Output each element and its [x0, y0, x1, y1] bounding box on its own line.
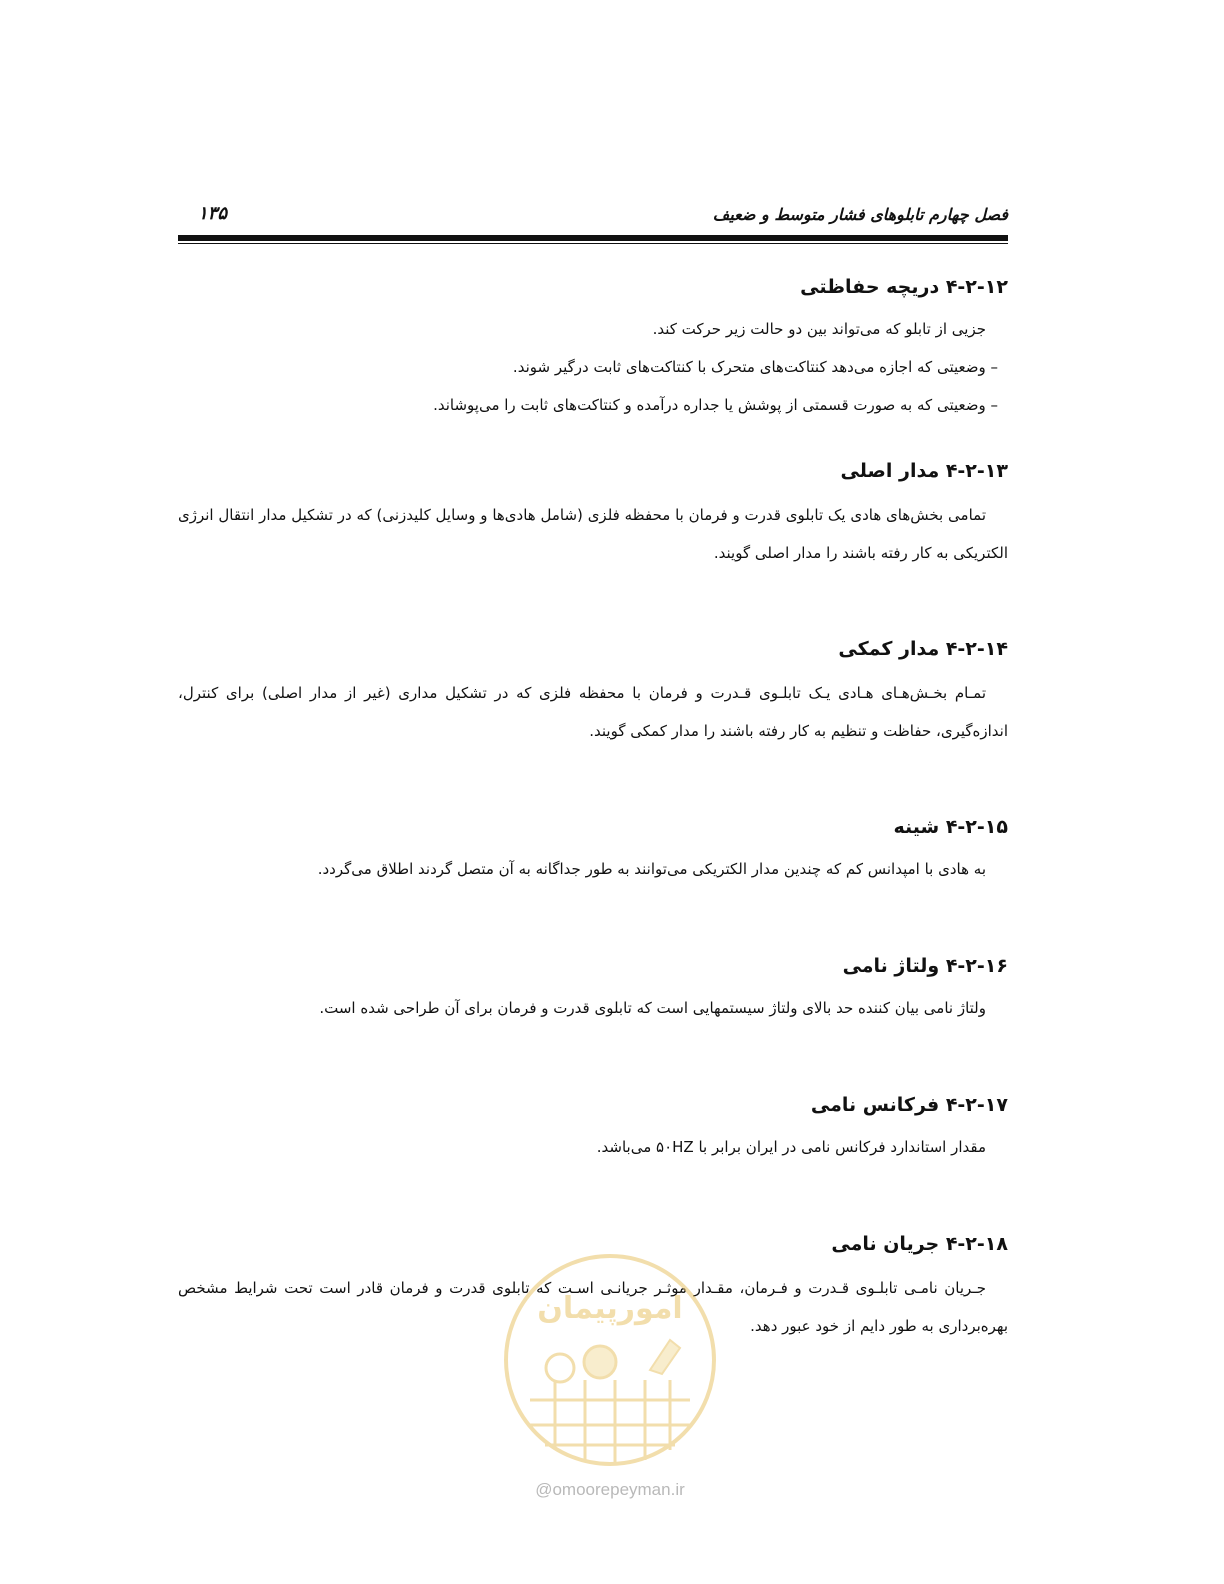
section-busbar: [178, 816, 1008, 888]
section-body: جـریان نامـی تابلـوی قـدرت و فـرمان، مقـدار موثـر جریانـی اسـت که تابلوی قدرت و فرمان قادر است تحت شرایط مشخص بهره‌برداری به طور دایم از خود عبور دهد.: [178, 1279, 1008, 1335]
running-header: [178, 203, 1008, 233]
page-number: ۱۳۵: [198, 203, 228, 224]
section-heading: ۴-۲-۱۶ ولتاژ نامی: [842, 955, 1008, 977]
section-heading: ۴-۲-۱۸ جریان نامی: [831, 1233, 1008, 1255]
section-heading: ۴-۲-۱۲ دریچه حفاظتی: [800, 276, 1008, 298]
section-body: مقدار استاندارد فرکانس نامی در ایران برابر با ۵۰HZ می‌باشد.: [596, 1138, 986, 1156]
section-body: تمـام بخـش‌هـای هـادی یـک تابلـوی قـدرت و فرمان با محفظه فلزی که در تشکیل مداری (غیر از مدار اصلی) برای کنترل، اندازه‌گیری، حفاظت و تنظیم به کار رفته باشند را مدار کمکی گویند.: [178, 684, 1008, 740]
watermark-logo-text: امورپیمان: [537, 1291, 683, 1326]
section-body: ولتاژ نامی بیان کننده حد بالای ولتاژ سیستمهایی است که تابلوی قدرت و فرمان برای آن طراحی شده است.: [319, 999, 986, 1017]
section-protective-shutter: [178, 276, 1008, 424]
bullet-item: – وضعیتی که به صورت قسمتی از پوشش یا جداره درآمده و کنتاکت‌های ثابت را می‌پوشاند.: [433, 396, 998, 414]
chapter-title: فصل چهارم تابلوهای فشار متوسط و ضعیف: [712, 205, 1008, 224]
section-body: تمامی بخش‌های هادی یک تابلوی قدرت و فرمان با محفظه فلزی (شامل هادی‌ها و وسایل کلیدزنی) که در تشکیل مدار انتقال انرژی الکتریکی به کار رفته باشند را مدار اصلی گویند.: [178, 506, 1008, 562]
watermark-url: @omoorepeyman.ir: [535, 1480, 685, 1499]
bullet-item: – وضعیتی که اجازه می‌دهد کنتاکت‌های متحرک با کنتاکت‌های ثابت درگیر شوند.: [512, 358, 998, 376]
section-rated-voltage: [178, 955, 1008, 1027]
section-auxiliary-circuit: [178, 638, 1008, 750]
section-heading: ۴-۲-۱۴ مدار کمکی: [838, 638, 1008, 660]
section-heading: ۴-۲-۱۷ فرکانس نامی: [810, 1094, 1008, 1116]
section-body: به هادی با امپدانس کم که چندین مدار الکتریکی می‌توانند به طور جداگانه به آن متصل گردند اطلاق می‌گردد.: [317, 860, 986, 878]
section-heading: ۴-۲-۱۵ شینه: [893, 816, 1008, 838]
watermark-logo: [500, 1250, 720, 1470]
section-rated-frequency: [178, 1094, 1008, 1166]
header-rule-thin: [178, 243, 1008, 244]
section-intro: جزیی از تابلو که می‌تواند بین دو حالت زیر حرکت کند.: [652, 320, 986, 338]
header-rule: [178, 235, 1008, 241]
section-main-circuit: [178, 460, 1008, 572]
section-heading: ۴-۲-۱۳ مدار اصلی: [840, 460, 1008, 482]
